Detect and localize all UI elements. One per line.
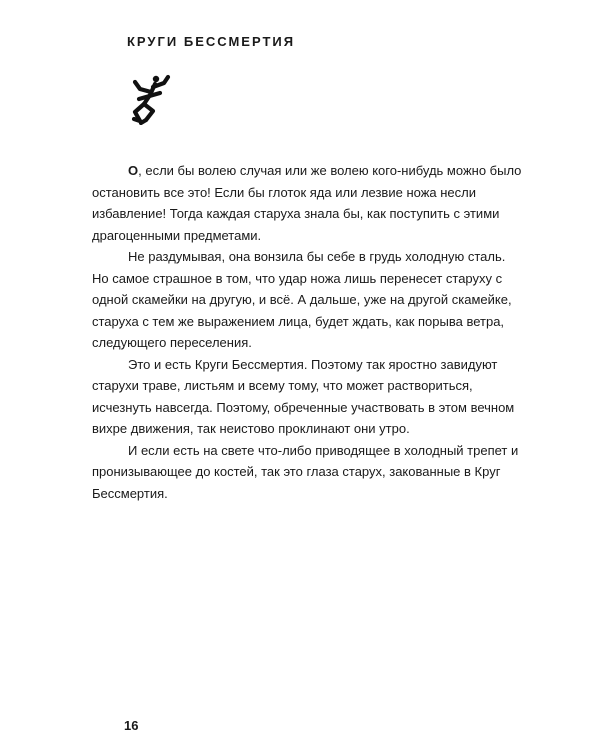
page-number: 16 [124, 718, 139, 733]
paragraph-1-text: , если бы волею случая или же волею кого-нибудь можно было остановить все это! Если бы глоток яда или лезвие ножа несли избавление! Тогда каждая старуха знала бы, как поступить с этими драгоценными предметами. [92, 163, 522, 243]
body-text [92, 160, 522, 504]
paragraph-3: Это и есть Круги Бессмертия. Поэтому так яростно завидуют старухи траве, листьям и всему тому, что может раствориться, исчезнуть навсегда. Поэтому, обреченные участвовать в этом вечном вихре движения, так неистово проклинают они утро. [92, 356, 515, 436]
drop-letter: О [128, 163, 139, 178]
dancing-figure-icon [126, 73, 176, 125]
paragraph-2: Не раздумывая, она вонзила бы себе в грудь холодную сталь. Но самое страшное в том, что удар ножа лишь перенесет старуху с одной скамейки на другую, и всё. А дальше, уже на другой скамейке, старуха с тем же выражением лица, будет ждать, как порыва ветра, следующего переселения. [92, 249, 512, 350]
running-title: КРУГИ БЕССМЕРТИЯ [127, 34, 296, 49]
paragraph-4: И если есть на свете что-либо приводящее в холодный трепет и пронизывающее до костей, так это глаза старух, закованные в Круг Бессмертия. [92, 442, 519, 501]
paragraph-1 [92, 160, 522, 246]
